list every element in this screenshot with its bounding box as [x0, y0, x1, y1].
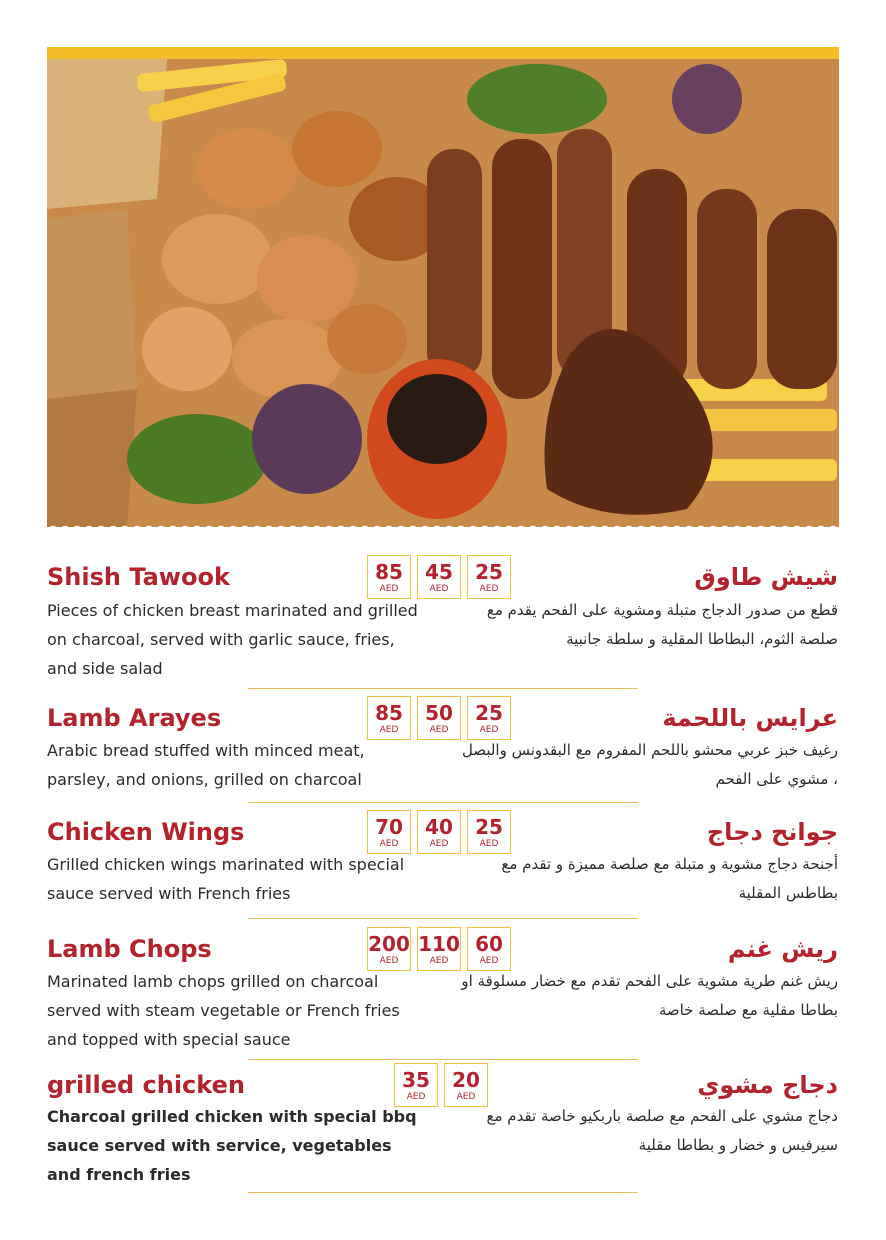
item-description-ar: أجنحة دجاج مشوية و متبلة مع صلصة مميزة و تقدم مع بطاطس المقلية [501, 855, 838, 902]
divider [248, 802, 638, 803]
item-description-ar: ريش غنم طرية مشوية على الفحم تقدم مع خضار مسلوقة او بطاطا مقلية مع صلصة خاصة [461, 972, 838, 1019]
item-name-ar: دجاج مشوي [697, 1071, 838, 1099]
item-description-en: Arabic bread stuffed with minced meat, parsley, and onions, grilled on charcoal [47, 741, 365, 789]
item-name-en: Chicken Wings [47, 818, 245, 846]
price-medium: 110 AED [417, 927, 461, 971]
price-large: 85 AED [367, 555, 411, 599]
price-large: 70 AED [367, 810, 411, 854]
price-medium: 50 AED [417, 696, 461, 740]
divider [248, 1192, 638, 1193]
price-boxes [367, 555, 511, 599]
price-large: 200 AED [367, 927, 411, 971]
item-description-en: Pieces of chicken breast marinated and grilled on charcoal, served with garlic sauce, fries, and side salad [47, 601, 418, 678]
divider [248, 688, 638, 689]
price-boxes [394, 1063, 488, 1107]
price-boxes [367, 810, 511, 854]
item-description-en: Grilled chicken wings marinated with special sauce served with French fries [47, 855, 405, 903]
price-large: 35 AED [394, 1063, 438, 1107]
price-boxes [367, 696, 511, 740]
item-name-en: Lamb Chops [47, 935, 212, 963]
price-medium: 45 AED [417, 555, 461, 599]
item-name-ar: شيش طاوق [694, 563, 838, 591]
price-small: 25 AED [467, 810, 511, 854]
price-medium: 40 AED [417, 810, 461, 854]
item-name-en: Lamb Arayes [47, 704, 222, 732]
item-name-ar: جوانح دجاج [706, 818, 838, 846]
item-description-en: Marinated lamb chops grilled on charcoal served with steam vegetable or French fries and topped with special sauce [47, 972, 400, 1049]
price-small: 20 AED [444, 1063, 488, 1107]
price-large: 85 AED [367, 696, 411, 740]
grilled-platter-image [47, 59, 839, 527]
price-small: 25 AED [467, 555, 511, 599]
item-description-ar: قطع من صدور الدجاج متبلة ومشوية على الفحم يقدم مع صلصة الثوم، البطاطا المقلية و سلطة جانبية [486, 601, 838, 648]
price-small: 25 AED [467, 696, 511, 740]
divider [248, 1059, 638, 1060]
item-description-ar: دجاج مشوي على الفحم مع صلصة باربكيو خاصة تقدم مع سيرفيس و خضار و بطاطا مقلية [486, 1107, 838, 1154]
price-small: 60 AED [467, 927, 511, 971]
top-accent-bar [47, 47, 839, 59]
photo-stamp-edge [47, 519, 839, 531]
item-description-en: Charcoal grilled chicken with special bbq sauce served with service, vegetables and french fries [47, 1107, 417, 1184]
item-name-ar: عرايس باللحمة [662, 704, 838, 732]
item-name-en: Shish Tawook [47, 563, 230, 591]
price-boxes [367, 927, 511, 971]
divider [248, 918, 638, 919]
item-name-en: grilled chicken [47, 1071, 245, 1099]
item-name-ar: ريش غنم [727, 935, 838, 963]
item-description-ar: رغيف خبز عربي محشو باللحم المفروم مع البقدونس والبصل ، مشوي على الفحم [461, 741, 838, 788]
